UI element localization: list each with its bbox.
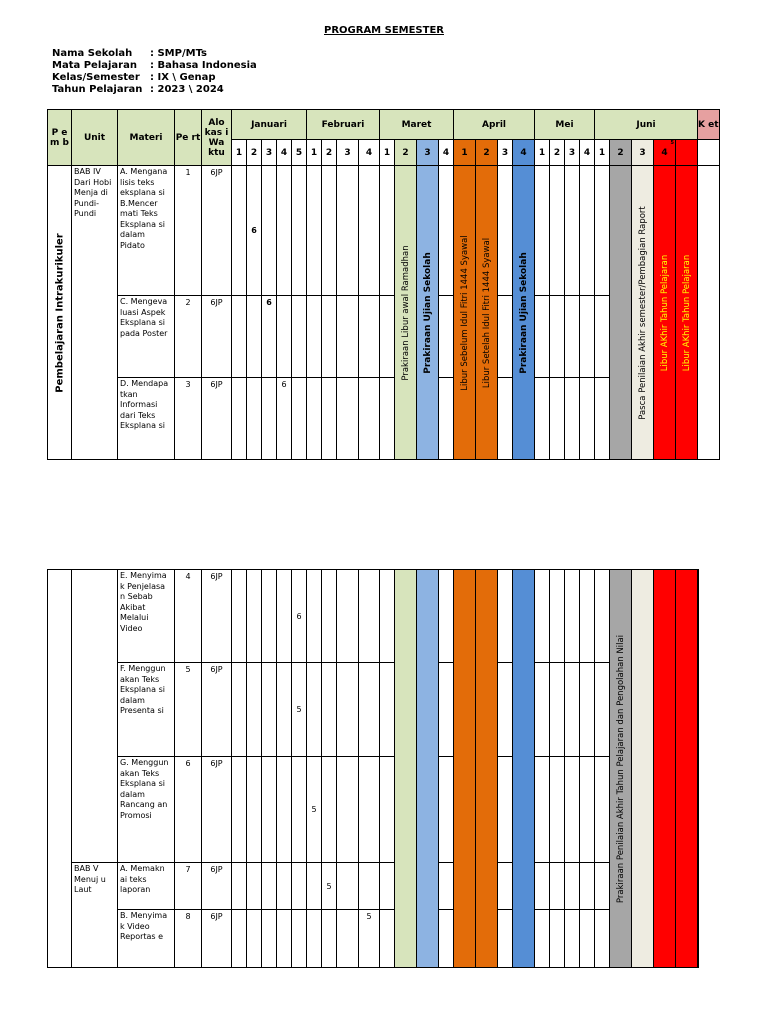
juni4-band xyxy=(654,570,676,968)
week-slot xyxy=(580,663,595,757)
week-slot xyxy=(232,378,247,460)
week-value: 5 xyxy=(307,757,322,863)
week-cell: 2 xyxy=(247,140,262,166)
info-value: : 2023 \ 2024 xyxy=(150,84,224,95)
week-slot xyxy=(439,166,454,296)
week-slot xyxy=(262,663,277,757)
week-slot xyxy=(247,863,262,910)
pembelajaran-label: Pembelajaran Intrakurikuler xyxy=(54,232,65,393)
maret3-band xyxy=(417,570,439,968)
week-slot xyxy=(580,570,595,663)
week-slot xyxy=(322,296,337,378)
week-slot xyxy=(595,663,610,757)
unit-cell: BAB V Menuj u Laut xyxy=(72,863,118,968)
week-slot xyxy=(247,663,262,757)
week-cell: 1 xyxy=(307,140,322,166)
info-value: : Bahasa Indonesia xyxy=(150,60,257,71)
week-slot xyxy=(565,378,580,460)
week-slot xyxy=(439,378,454,460)
maret3-band xyxy=(417,166,439,460)
week-slot xyxy=(498,296,513,378)
week-slot xyxy=(232,570,247,663)
alokasi-cell: 6JP xyxy=(202,757,232,863)
april1-band xyxy=(454,570,476,968)
week-cell: 4 xyxy=(277,140,292,166)
week-slot xyxy=(580,910,595,968)
header-month-mei: Mei xyxy=(535,110,595,140)
week-cell: 5 xyxy=(292,140,307,166)
week-slot xyxy=(337,910,359,968)
week-cell: 1 xyxy=(232,140,247,166)
materi-cell: G. Menggun akan Teks Eksplana si dalam Rancang an Promosi xyxy=(118,757,175,863)
info-row-subject xyxy=(52,60,257,72)
april4-band xyxy=(513,570,535,968)
pert-cell: 3 xyxy=(175,378,202,460)
pembelajaran-cell xyxy=(48,166,72,460)
april1-band xyxy=(454,166,476,460)
week-slot xyxy=(247,910,262,968)
week-slot xyxy=(439,663,454,757)
ket-body xyxy=(698,166,720,460)
week-slot xyxy=(580,757,595,863)
info-key: Mata Pelajaran xyxy=(52,60,137,71)
week-slot xyxy=(595,378,610,460)
april4-band xyxy=(513,166,535,460)
week-cell: 4 xyxy=(513,140,535,166)
week-cell: 3 xyxy=(498,140,513,166)
week-cell: 2 xyxy=(322,140,337,166)
week-slot xyxy=(498,757,513,863)
week-slot xyxy=(565,296,580,378)
week-slot xyxy=(565,166,580,296)
info-row-class xyxy=(52,72,257,84)
ket-body xyxy=(698,570,699,968)
week-slot xyxy=(232,166,247,296)
week-slot xyxy=(322,910,337,968)
week-slot xyxy=(277,296,292,378)
week-slot xyxy=(322,166,337,296)
maret3-label: Prakiraan Ujian Sekolah xyxy=(422,251,433,374)
info-row-year xyxy=(52,84,257,96)
week-slot xyxy=(565,757,580,863)
pert-cell: 2 xyxy=(175,296,202,378)
header-month-februari: Februari xyxy=(307,110,380,140)
pert-cell: 7 xyxy=(175,863,202,910)
week-slot xyxy=(292,166,307,296)
unit-cell xyxy=(72,570,118,863)
week-value: 5 xyxy=(359,910,380,968)
week-slot xyxy=(277,663,292,757)
schedule-table-2 xyxy=(47,569,699,968)
week-slot xyxy=(262,570,277,663)
alokasi-cell: 6JP xyxy=(202,663,232,757)
header-month-januari: Januari xyxy=(232,110,307,140)
week-slot xyxy=(322,570,337,663)
week-cell: 3 xyxy=(565,140,580,166)
week-slot xyxy=(232,757,247,863)
week-slot xyxy=(247,296,262,378)
week-slot xyxy=(498,166,513,296)
week-cell: 2 xyxy=(395,140,417,166)
alokasi-cell: 6JP xyxy=(202,378,232,460)
header-ket: K et xyxy=(698,110,720,140)
week-slot xyxy=(322,757,337,863)
juni5-band xyxy=(676,570,698,968)
week-cell xyxy=(654,140,676,166)
juni2-band xyxy=(610,166,632,460)
pert-cell: 6 xyxy=(175,757,202,863)
april4-label: Prakiraan Ujian Sekolah xyxy=(518,251,529,374)
juni4-label: Libur AKhir Tahun Pelajaran xyxy=(659,254,670,371)
alokasi-cell: 6JP xyxy=(202,863,232,910)
week-cell: 2 xyxy=(476,140,498,166)
maret2-band xyxy=(395,166,417,460)
week-slot xyxy=(247,378,262,460)
week-slot xyxy=(550,757,565,863)
week-slot xyxy=(535,863,550,910)
week-slot xyxy=(550,378,565,460)
info-value: : SMP/MTs xyxy=(150,48,208,59)
week-cell: 2 xyxy=(550,140,565,166)
week-cell: 3 xyxy=(632,140,654,166)
week-slot xyxy=(535,757,550,863)
week-slot xyxy=(380,663,395,757)
info-row-school xyxy=(52,48,257,60)
week-slot xyxy=(439,863,454,910)
week-slot xyxy=(307,663,322,757)
materi-cell: D. Mendapa tkan Informasi dari Teks Eksplana si xyxy=(118,378,175,460)
week-slot xyxy=(380,378,395,460)
week-cell: 4 xyxy=(580,140,595,166)
week-slot xyxy=(247,757,262,863)
week-slot xyxy=(262,378,277,460)
week-slot xyxy=(247,570,262,663)
week-slot xyxy=(535,910,550,968)
week-slot xyxy=(307,166,322,296)
week-slot xyxy=(580,378,595,460)
pert-cell: 4 xyxy=(175,570,202,663)
week-slot xyxy=(595,910,610,968)
week-cell: 3 xyxy=(262,140,277,166)
info-key: Kelas/Semester xyxy=(52,72,140,83)
week-cell: 3 xyxy=(417,140,439,166)
juni3-band xyxy=(632,570,654,968)
materi-cell: A. Memakn ai teks laporan xyxy=(118,863,175,910)
week-slot xyxy=(359,863,380,910)
week-slot xyxy=(359,757,380,863)
week-slot xyxy=(277,910,292,968)
week-slot xyxy=(380,910,395,968)
week-slot xyxy=(380,166,395,296)
week-slot xyxy=(232,296,247,378)
pert-cell: 8 xyxy=(175,910,202,968)
week-slot xyxy=(550,863,565,910)
week-slot xyxy=(439,757,454,863)
week-slot xyxy=(380,296,395,378)
week-slot xyxy=(277,570,292,663)
week-value: 6 xyxy=(247,166,262,296)
header-alokasi: Alo kas i Wa ktu xyxy=(202,110,232,166)
april2-band xyxy=(476,166,498,460)
week-slot xyxy=(262,910,277,968)
week-slot xyxy=(595,757,610,863)
week-slot xyxy=(277,863,292,910)
week-cell: 1 xyxy=(595,140,610,166)
week-slot xyxy=(498,910,513,968)
week-slot xyxy=(337,663,359,757)
week-slot xyxy=(439,910,454,968)
pembelajaran-cell xyxy=(48,570,72,968)
week-slot xyxy=(337,757,359,863)
week-slot xyxy=(498,378,513,460)
april2-band xyxy=(476,570,498,968)
week-slot xyxy=(565,663,580,757)
week-slot xyxy=(595,863,610,910)
week-slot xyxy=(292,910,307,968)
week-slot xyxy=(439,570,454,663)
week-slot xyxy=(580,863,595,910)
week-slot xyxy=(565,910,580,968)
week-cell-label: 4 xyxy=(661,147,668,158)
week-slot xyxy=(307,910,322,968)
week-slot xyxy=(307,378,322,460)
week-slot xyxy=(580,166,595,296)
header-month-maret: Maret xyxy=(380,110,454,140)
maret2-band xyxy=(395,570,417,968)
week-value: 6 xyxy=(262,296,277,378)
week-slot xyxy=(498,663,513,757)
schedule-table-1 xyxy=(47,109,720,460)
info-value: : IX \ Genap xyxy=(150,72,216,83)
maret2-label: Prakiraan Libur awal Ramadhan xyxy=(400,244,411,381)
week-slot xyxy=(277,166,292,296)
pert-cell: 1 xyxy=(175,166,202,296)
alokasi-cell: 6JP xyxy=(202,166,232,296)
week-slot xyxy=(322,378,337,460)
materi-cell: F. Menggun akan Teks Eksplana si dalam Presenta si xyxy=(118,663,175,757)
week-slot xyxy=(359,166,380,296)
unit-cell: BAB IV Dari Hobi Menja di Pundi-Pundi xyxy=(72,166,118,460)
week-slot xyxy=(498,570,513,663)
week-cell: 1 xyxy=(454,140,476,166)
week-slot xyxy=(595,296,610,378)
week-slot xyxy=(535,166,550,296)
week-slot xyxy=(595,570,610,663)
week-cell: 3 xyxy=(337,140,359,166)
header-month-juni: Juni xyxy=(595,110,698,140)
week-slot xyxy=(380,570,395,663)
week-slot xyxy=(498,863,513,910)
materi-cell: E. Menyima k Penjelasa n Sebab Akibat Melalui Video xyxy=(118,570,175,663)
juni2-label: Prakiraan Penilaian Akhir Tahun Pelajaran dan Pengolahan Nilai xyxy=(615,634,626,903)
week-slot xyxy=(292,378,307,460)
school-info xyxy=(52,48,257,96)
week-slot xyxy=(292,863,307,910)
week-slot xyxy=(439,296,454,378)
week-slot xyxy=(550,663,565,757)
week-slot xyxy=(359,378,380,460)
ket-cell xyxy=(698,140,720,166)
week-slot xyxy=(359,663,380,757)
week-slot xyxy=(535,378,550,460)
header-materi: Materi xyxy=(118,110,175,166)
week-slot xyxy=(262,757,277,863)
week-value: 6 xyxy=(277,378,292,460)
alokasi-cell: 6JP xyxy=(202,910,232,968)
week-slot xyxy=(337,863,359,910)
juni2-band xyxy=(610,570,632,968)
week-slot xyxy=(359,296,380,378)
week-slot xyxy=(337,296,359,378)
materi-cell: A. Mengana lisis teks eksplana si B.Mencer mati Teks Eksplana si dalam Pidato xyxy=(118,166,175,296)
week-slot xyxy=(292,296,307,378)
week-slot xyxy=(535,663,550,757)
week-slot xyxy=(565,570,580,663)
juni4-band xyxy=(654,166,676,460)
week-value: 6 xyxy=(292,570,307,663)
april2-label: Libur Setelah Idul Fitri 1444 Syawal xyxy=(481,237,492,388)
week-slot xyxy=(337,166,359,296)
week-slot xyxy=(359,570,380,663)
page-title: PROGRAM SEMESTER xyxy=(324,25,444,36)
materi-cell: C. Mengeva luasi Aspek Eksplana si pada Poster xyxy=(118,296,175,378)
week-value: 5 xyxy=(322,863,337,910)
week-slot xyxy=(292,757,307,863)
week-cell: 4 xyxy=(439,140,454,166)
april1-label: Libur Sebelum Idul Fitri 1444 Syawal xyxy=(459,234,470,391)
week-slot xyxy=(535,296,550,378)
week-cell: 4 xyxy=(359,140,380,166)
header-pert: Pe rt xyxy=(175,110,202,166)
week-slot xyxy=(262,166,277,296)
juni5-label: Libur AKhir Tahun Pelajaran xyxy=(681,254,692,371)
week-slot xyxy=(232,910,247,968)
info-key: Tahun Pelajaran xyxy=(52,84,143,95)
week-slot xyxy=(550,296,565,378)
header-pemb: P e m b xyxy=(48,110,72,166)
week-slot xyxy=(232,863,247,910)
week-slot xyxy=(337,378,359,460)
week-slot xyxy=(337,570,359,663)
week-slot xyxy=(580,296,595,378)
week-slot xyxy=(380,863,395,910)
week-slot xyxy=(550,166,565,296)
header-month-april: April xyxy=(454,110,535,140)
tiny-mark: 5 xyxy=(670,140,674,146)
week-cell: 2 xyxy=(610,140,632,166)
header-unit: Unit xyxy=(72,110,118,166)
week-slot xyxy=(277,757,292,863)
week-slot xyxy=(565,863,580,910)
juni3-band xyxy=(632,166,654,460)
week-slot xyxy=(232,663,247,757)
week-slot xyxy=(380,757,395,863)
alokasi-cell: 6JP xyxy=(202,570,232,663)
week-slot xyxy=(550,570,565,663)
week-cell-extra xyxy=(676,140,698,166)
alokasi-cell: 6JP xyxy=(202,296,232,378)
materi-cell: B. Menyima k Video Reportas e xyxy=(118,910,175,968)
week-slot xyxy=(262,863,277,910)
juni3-label: Pasca Penilaian Akhir semester/Pembagian Raport xyxy=(637,205,648,420)
juni5-band xyxy=(676,166,698,460)
week-slot xyxy=(595,166,610,296)
week-slot xyxy=(550,910,565,968)
week-slot xyxy=(307,296,322,378)
week-cell: 1 xyxy=(535,140,550,166)
week-slot xyxy=(307,570,322,663)
week-value: 5 xyxy=(292,663,307,757)
pert-cell: 5 xyxy=(175,663,202,757)
info-key: Nama Sekolah xyxy=(52,48,133,59)
week-slot xyxy=(307,863,322,910)
week-slot xyxy=(535,570,550,663)
week-cell: 1 xyxy=(380,140,395,166)
week-slot xyxy=(322,663,337,757)
